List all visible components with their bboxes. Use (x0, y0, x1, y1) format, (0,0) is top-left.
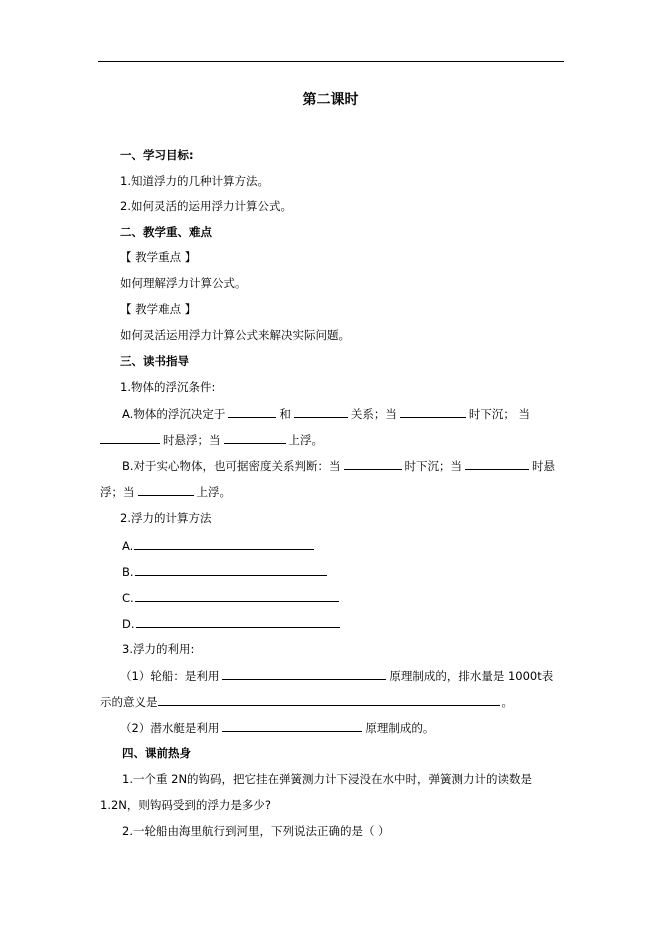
paragraph: 1.知道浮力的几种计算方法。 (120, 174, 269, 188)
text: A.物体的浮沉决定于 (122, 407, 226, 421)
section-heading: 三、读书指导 (120, 354, 189, 368)
paragraph: 1.物体的浮沉条件: (120, 380, 216, 394)
option-line (122, 589, 342, 606)
paragraph (120, 667, 553, 684)
option-label: C. (122, 591, 134, 605)
text: B.对于实心物体，也可据密度关系判断：当 (122, 459, 341, 473)
blank[interactable] (294, 405, 348, 418)
paragraph (120, 719, 434, 736)
paragraph (100, 431, 323, 448)
option-label: D. (122, 617, 135, 631)
paragraph: 如何灵活运用浮力计算公式来解决实际问题。 (120, 328, 350, 342)
option-line (122, 537, 317, 554)
blank[interactable] (344, 457, 402, 470)
paragraph (122, 457, 555, 474)
paragraph: 1.一个重 2N的钩码，把它挂在弹簧测力计下浸没在水中时，弹簧测力计的读数是 (122, 772, 533, 786)
text: 原理制成的，排水量是 1000t表 (389, 669, 554, 683)
blank[interactable] (228, 405, 276, 418)
paragraph: 3.浮力的利用: (122, 642, 195, 656)
paragraph: 2.浮力的计算方法 (120, 511, 212, 525)
section-heading: 一、学习目标: (120, 148, 194, 162)
blank[interactable] (134, 537, 314, 550)
text: 浮；当 (100, 485, 135, 499)
text: 上浮。 (288, 433, 323, 447)
blank[interactable] (158, 693, 500, 706)
blank[interactable] (224, 431, 286, 444)
section-heading: 四、课前热身 (122, 746, 191, 760)
text: 关系；当 (350, 407, 397, 421)
text: （2）潜水艇是利用 (120, 721, 220, 735)
label: 【 教学重点 】 (120, 250, 197, 264)
option-label: A. (122, 539, 134, 553)
blank[interactable] (136, 615, 340, 628)
paragraph: 2.如何灵活的运用浮力计算公式。 (120, 199, 292, 213)
text: （1）轮船：是利用 (120, 669, 220, 683)
blank[interactable] (222, 667, 386, 680)
text: 上浮。 (196, 485, 231, 499)
paragraph: 1.2N，则钩码受到的浮力是多少? (100, 798, 271, 812)
label: 【 教学难点 】 (120, 302, 197, 316)
option-line (122, 563, 330, 580)
option-label: B. (122, 565, 134, 579)
blank[interactable] (465, 457, 529, 470)
text: 时下沉；当 (404, 459, 463, 473)
text: 。 (501, 695, 513, 709)
text: 原理制成的。 (365, 721, 435, 735)
text: 示的意义是 (100, 695, 158, 709)
blank[interactable] (138, 483, 194, 496)
blank[interactable] (400, 405, 466, 418)
paragraph: 如何理解浮力计算公式。 (120, 276, 247, 290)
text: 和 (279, 407, 291, 421)
blank[interactable] (100, 431, 160, 444)
text: 时悬浮；当 (163, 433, 221, 447)
blank[interactable] (135, 589, 339, 602)
paragraph (122, 405, 530, 422)
page-title: 第二课时 (302, 92, 359, 108)
option-line (122, 615, 343, 632)
paragraph (100, 483, 231, 500)
header-rule (98, 61, 564, 62)
section-heading: 二、教学重、难点 (120, 225, 212, 239)
paragraph: 2.一轮船由海里航行到河里，下列说法正确的是（ ） (122, 824, 390, 838)
blank[interactable] (222, 719, 362, 732)
text: 时悬 (532, 459, 556, 473)
text: 时下沉； 当 (468, 407, 530, 421)
blank[interactable] (135, 563, 327, 576)
paragraph (100, 693, 513, 710)
